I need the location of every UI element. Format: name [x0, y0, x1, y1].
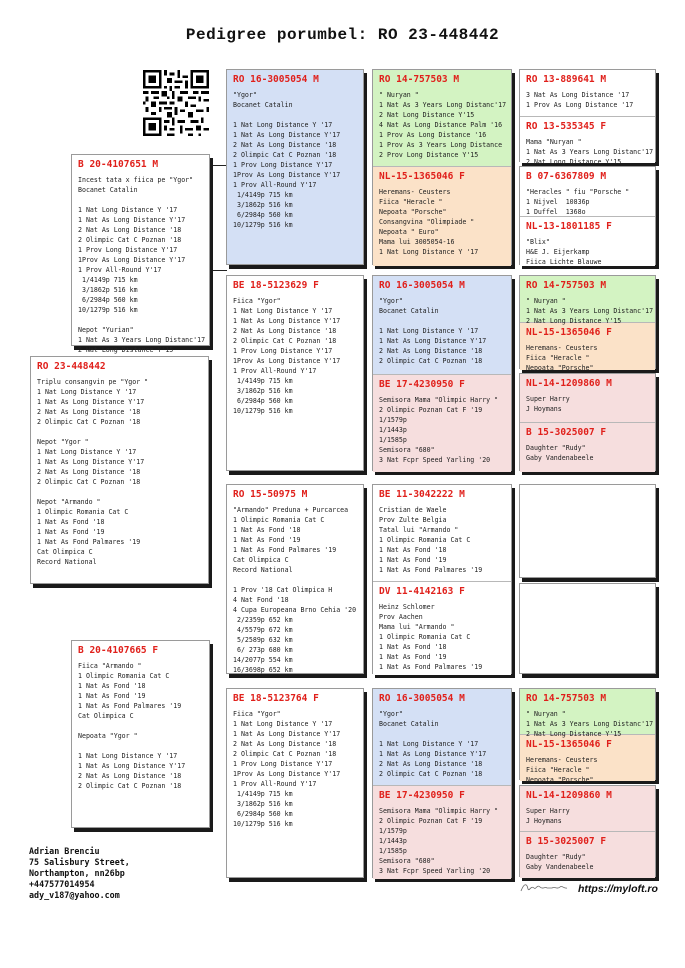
subject-ring: RO 23-448442	[37, 361, 106, 372]
dam-sire-parents-card	[372, 484, 512, 674]
dam-sire-notes: "Armando" Preduna + Purcarcea 1 Olimpic Romania Cat C 1 Nat As Fond '18 1 Nat As Fond '19 1 Nat As Fond Palmares '19 Cat Olimpica C Record National 1 Prov '18 Cat Olimpica H 4 Nat Fond '18 4 Cupa Europeana Brno Cehia '20 2/2359p 652 km 4/5579p 672 km 5/2589p 632 km 6/ 273p 680 km 14/2077p 554 km 16/3698p 652 km	[233, 506, 357, 674]
dam-dam-card	[226, 688, 364, 878]
website-link[interactable]: https://myloft.ro	[578, 883, 658, 895]
signature-icon	[519, 880, 577, 894]
ssd-notes: Heremans- Ceusters Fiica "Heracle " Nepoata "Porsche" Consangvina "Olimpiade " Nepoata " Euro" Mama lui 3005054-16 1 Nat Long Distance Y '17	[379, 188, 479, 256]
g4a-notes: Super Harry J Hoymans	[526, 395, 570, 413]
sdd-notes: Semisora Mama "Olimpic Harry " 2 Olimpic Poznan Cat F '19 1/1579p 1/1443p 1/1585p Semisora "680" 3 Nat Fcpr Speed Yarling '20	[379, 396, 499, 464]
dsd-ring: DV 11-4142163 F	[379, 586, 465, 597]
owner-name: Adrian Brenciu	[29, 846, 100, 856]
subject-notes: Triplu consangvin pe "Ygor " 1 Nat Long Distance Y '17 1 Nat As Long Distance Y'17 2 Nat As Long Distance '18 2 Olimpic Cat C Poznan '18 Nepot "Ygor " 1 Nat Long Distance Y '17 1 Nat As Long Distance Y'17 2 Nat As Long Distance '18 2 Olimpic Cat C Poznan '18 Nepot "Armando " 1 Olimpic Romania Cat C 1 Nat As Fond '18 1 Nat As Fond '19 1 Nat As Fond Palmares '19 Cat Olimpica C Record National	[37, 378, 149, 566]
gen4-block-5-empty	[519, 484, 656, 578]
sire-sire-card	[226, 69, 364, 265]
sds-notes: "Ygor" Bocanet Catalin 1 Nat Long Distance Y '17 1 Nat As Long Distance Y'17 2 Nat As Long Distance '18 2 Olimpic Cat C Poznan '18	[379, 297, 487, 365]
g7b-notes: Heremans- Ceusters Fiica "Heracle " Nepoata "Porsche"	[526, 756, 598, 784]
g8b-notes: Daughter "Rudy" Gaby Vandenabeele	[526, 853, 594, 871]
dam-sire-card	[226, 484, 364, 674]
page-title: Pedigree porumbel: RO 23-448442	[185, 26, 500, 44]
g4b-ring: B 15-3025007 F	[526, 427, 607, 438]
owner-contact	[29, 846, 130, 901]
qr-code-icon	[143, 70, 209, 136]
g2b-ring: NL-13-1801185 F	[526, 221, 612, 232]
g8a-notes: Super Harry J Hoymans	[526, 807, 570, 825]
g2a-notes: "Heracles " fiu "Porsche " 1 Nijvel 10836p 1 Duffel 1368o	[526, 188, 630, 216]
dsd-notes: Heinz Schlomer Prov Aachen Mama lui "Armando " 1 Olimpic Romania Cat C 1 Nat As Fond '18 1 Nat As Fond '19 1 Nat As Fond Palmares '19	[379, 603, 483, 671]
sire-sire-notes: "Ygor" Bocanet Catalin 1 Nat Long Distance Y '17 1 Nat As Long Distance Y'17 2 Nat As Long Distance '18 2 Olimpic Cat C Poznan '18 1 Prov Long Distance Y'17 1Prov As Long Distance Y'17 1 Prov All-Round Y'17 1/4149p 715 km 3/1862p 516 km 6/2984p 560 km 10/1279p 516 km	[233, 91, 341, 229]
owner-phone: +447577014954	[29, 879, 95, 889]
gen4-block-7	[519, 688, 656, 784]
dam-notes: Fiica "Armando " 1 Olimpic Romania Cat C 1 Nat As Fond '18 1 Nat As Fond '19 1 Nat As Fond Palmares '19 Cat Olimpica C Nepoata "Ygor " 1 Nat Long Distance Y '17 1 Nat As Long Distance Y'17 2 Nat As Long Distance '18 2 Olimpic Cat C Poznan '18	[78, 662, 186, 790]
g1a-ring: RO 13-889641 M	[526, 74, 607, 85]
sire-dam-card	[226, 275, 364, 471]
sire-dam-ring: BE 18-5123629 F	[233, 280, 319, 291]
dam-card	[71, 640, 210, 828]
connector-line	[209, 165, 227, 166]
gen4-block-3	[519, 275, 656, 372]
g7b-ring: NL-15-1365046 F	[526, 739, 612, 750]
g3b-notes: Heremans- Ceusters Fiica "Heracle " Nepoata "Porsche"	[526, 344, 598, 372]
dam-dam-parents-card	[372, 688, 512, 878]
dam-ring: B 20-4107665 F	[78, 645, 159, 656]
sds-ring: RO 16-3005054 M	[379, 280, 465, 291]
dam-sire-ring: RO 15-50975 M	[233, 489, 308, 500]
g4a-ring: NL-14-1209860 M	[526, 378, 612, 389]
g4b-notes: Daughter "Rudy" Gaby Vandenabeele	[526, 444, 594, 462]
g2a-ring: B 07-6367809 M	[526, 171, 607, 182]
g3b-ring: NL-15-1365046 F	[526, 327, 612, 338]
sss-notes: " Nuryan " 1 Nat As 3 Years Long Distanc'17 2 Nat Long Distance Y'15 4 Nat As Long Distance Palm '16 1 Prov As Long Distance '16 1 Prov As 3 Years Long Distance 2 Prov Long Distance Y'15	[379, 91, 507, 159]
g8b-ring: B 15-3025007 F	[526, 836, 607, 847]
sire-card	[71, 154, 210, 354]
connector-line	[209, 270, 227, 271]
gen4-block-8	[519, 785, 656, 877]
sire-ring: B 20-4107651 M	[78, 159, 159, 170]
g2b-notes: "Blix" H&E J. Eijerkamp Fiica Lichte Blauwe	[526, 238, 602, 266]
g1b-notes: Mama "Nuryan " 1 Nat As 3 Years Long Distanc'17 2 Nat Long Distance Y'15	[526, 138, 654, 166]
sire-dam-parents-card	[372, 275, 512, 471]
dam-dam-notes: Fiica "Ygor" 1 Nat Long Distance Y '17 1 Nat As Long Distance Y'17 2 Nat As Long Distance '18 2 Olimpic Cat C Poznan '18 1 Prov Long Distance Y'17 1Prov As Long Distance Y'17 1 Prov All-Round Y'17 1/4149p 715 km 3/1862p 516 km 6/2984p 560 km 10/1279p 516 km	[233, 710, 341, 828]
ssd-ring: NL-15-1365046 F	[379, 171, 465, 182]
gen4-block-2	[519, 166, 656, 265]
g3a-notes: " Nuryan " 1 Nat As 3 Years Long Distanc'17 2 Nat Long Distance Y'15	[526, 297, 654, 325]
sire-notes: Incest tata x fiica pe "Ygor" Bocanet Catalin 1 Nat Long Distance Y '17 1 Nat As Long Distance Y'17 2 Nat As Long Distance '18 2 Olimpic Cat C Poznan '18 1 Prov Long Distance Y'17 1Prov As Long Distance Y'17 1 Prov All-Round Y'17 1/4149p 715 km 3/1862p 516 km 6/2984p 560 km 10/1279p 516 km Nepot "Yurian" 1 Nat As 3 Years Long Distanc'17 2 Nat Long Distance Y'15	[78, 176, 206, 354]
dss-notes: Cristian de Waele Prov Zulte Belgia Tatal lui "Armando " 1 Olimpic Romania Cat C 1 Nat As Fond '18 1 Nat As Fond '19 1 Nat As Fond Palmares '19	[379, 506, 483, 574]
ddd-notes: Semisora Mama "Olimpic Harry " 2 Olimpic Poznan Cat F '19 1/1579p 1/1443p 1/1585p Semisora "680" 3 Nat Fcpr Speed Yarling '20	[379, 807, 499, 875]
sss-ring: RO 14-757503 M	[379, 74, 460, 85]
g7a-ring: RO 14-757503 M	[526, 693, 607, 704]
sire-sire-ring: RO 16-3005054 M	[233, 74, 319, 85]
g7a-notes: " Nuryan " 1 Nat As 3 Years Long Distanc'17 2 Nat Long Distance Y'15	[526, 710, 654, 738]
subject-card	[30, 356, 209, 584]
gen4-block-1	[519, 69, 656, 166]
owner-email: ady_v187@yahoo.com	[29, 890, 120, 900]
g3a-ring: RO 14-757503 M	[526, 280, 607, 291]
sire-sire-parents-card	[372, 69, 512, 265]
ddd-ring: BE 17-4230950 F	[379, 790, 465, 801]
owner-street: 75 Salisbury Street,	[29, 857, 130, 867]
owner-city: Northampton, nn26bp	[29, 868, 125, 878]
dss-ring: BE 11-3042222 M	[379, 489, 465, 500]
g1a-notes: 3 Nat As Long Distance '17 1 Prov As Long Distance '17	[526, 91, 634, 109]
dds-notes: "Ygor" Bocanet Catalin 1 Nat Long Distance Y '17 1 Nat As Long Distance Y'17 2 Nat As Long Distance '18 2 Olimpic Cat C Poznan '18	[379, 710, 487, 778]
dds-ring: RO 16-3005054 M	[379, 693, 465, 704]
gen4-block-6-empty	[519, 583, 656, 674]
gen4-block-4	[519, 373, 656, 471]
g1b-ring: RO 13-535345 F	[526, 121, 607, 132]
sire-dam-notes: Fiica "Ygor" 1 Nat Long Distance Y '17 1 Nat As Long Distance Y'17 2 Nat As Long Distance '18 2 Olimpic Cat C Poznan '18 1 Prov Long Distance Y'17 1Prov As Long Distance Y'17 1 Prov All-Round Y'17 1/4149p 715 km 3/1862p 516 km 6/2984p 560 km 10/1279p 516 km	[233, 297, 341, 415]
sdd-ring: BE 17-4230950 F	[379, 379, 465, 390]
g8a-ring: NL-14-1209860 M	[526, 790, 612, 801]
dam-dam-ring: BE 18-5123764 F	[233, 693, 319, 704]
